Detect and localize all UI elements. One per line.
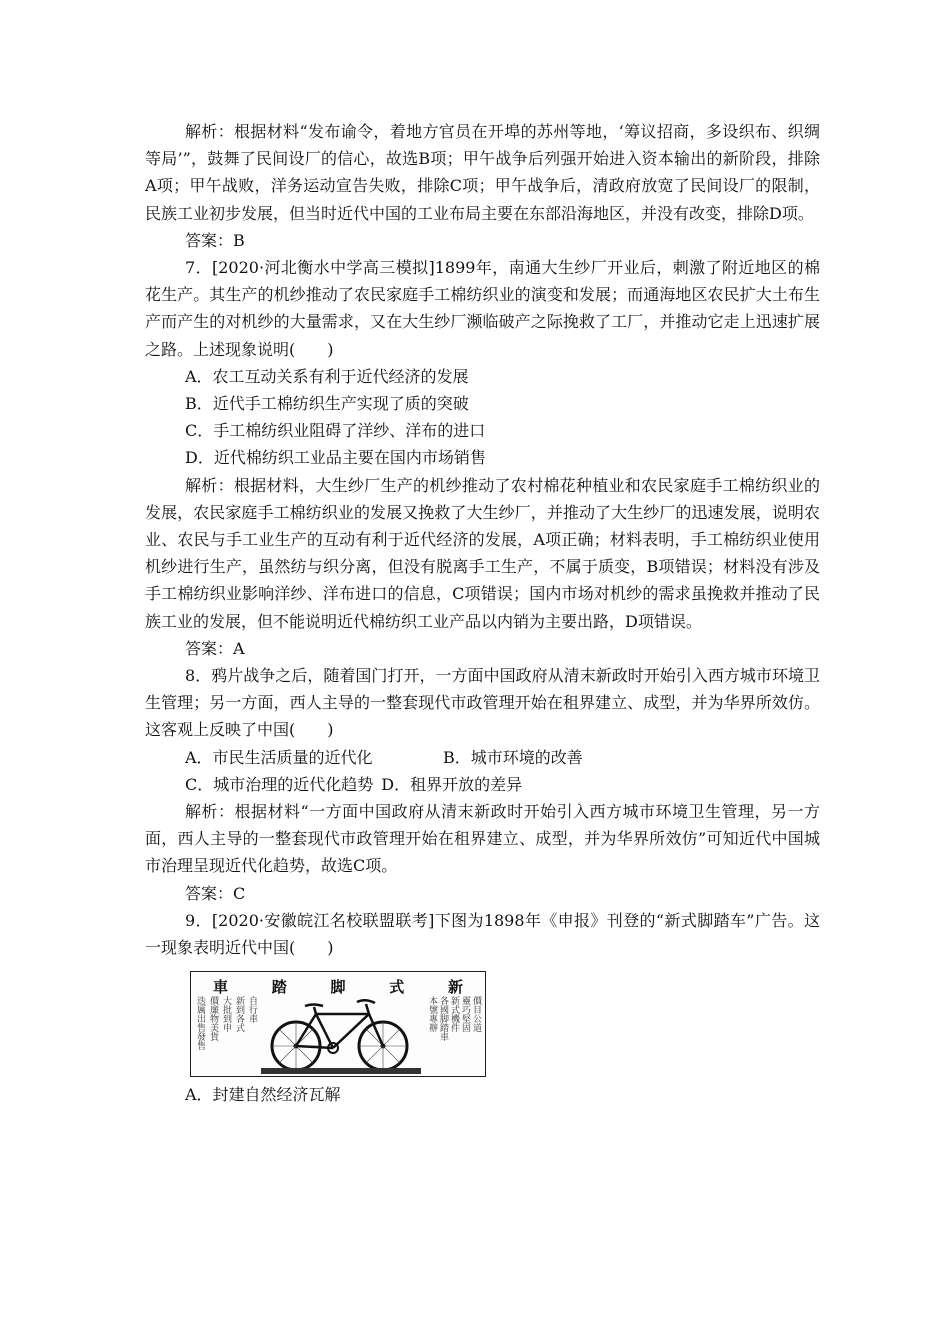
analysis-q6: 解析：根据材料“发布谕令，着地方官员在开埠的苏州等地，‘筹议招商，多设织布、织绸等局’”，鼓舞了民间设厂的信心，故选B项；甲午战争后列强开始进入资本输出的新阶段，排除A项；甲午战败，洋务运动宣告失败，排除C项；甲午战争后，清政府放宽了民间设厂的限制，民族工业初步发展，但当时近代中国的工业布局主要在东部沿海地区，并没有改变，排除D项。 [145, 122, 820, 223]
q8-option-c: C．城市治理的近代化趋势 [185, 774, 374, 794]
q7-option-b: B．近代手工棉纺织生产实现了质的突破 [185, 394, 469, 414]
advert-left-column: 大批到申 [221, 996, 231, 1033]
analysis-q8: 解析：根据材料“一方面中国政府从清末新政时开始引入西方城市环境卫生管理，另一方面，西人主导的一整套现代市政管理开始在租界建立、成型，并为华界所效仿”可知近代中国城市治理呈现近代化趋势，故选C项。 [145, 802, 820, 876]
question-9: 9．[2020·安徽皖江名校联盟联考]下图为1898年《申报》刊登的“新式脚踏车”广告。这一现象表明近代中国( ) [145, 910, 820, 958]
q9-option-a: A．封建自然经济瓦解 [185, 1085, 341, 1105]
q8-options-row-2 [145, 771, 820, 798]
answer-q6: 答案：B [185, 230, 245, 250]
q7-option-d: D．近代棉纺织工业品主要在国内市场销售 [185, 448, 486, 468]
q7-option-c: C．手工棉纺织业阻碍了洋纱、洋布的进口 [185, 421, 486, 441]
advert-title-char: 新 [447, 978, 463, 997]
analysis-q7: 解析：根据材料，大生纱厂生产的机纱推动了农村棉花种植业和农民家庭手工棉纺织业的发展，农民家庭手工棉纺织业的发展又挽救了大生纱厂，并推动了大生纱厂的迅速发展，说明农业、农民与手工业生产的互动有利于近代经济的发展，A项正确；材料表明，手工棉纺织业使用机纱进行生产，虽然纺与织分离，但没有脱离手工生产，不属于质变，B项错误；材料没有涉及手工棉纺织业影响洋纱、洋布进口的信息，C项错误；国内市场对机纱的需求虽挽救并推动了民族工业的发展，但不能说明近代棉纺织工业产品以内销为主要出路，D项错误。 [145, 475, 820, 631]
advert-title-char: 式 [389, 978, 405, 997]
advert-title-char: 脚 [330, 978, 346, 997]
bicycle-illustration [261, 994, 421, 1074]
advert-right-column: 靈巧堅固 [460, 996, 470, 1033]
q8-options-row-1 [145, 744, 820, 771]
advert-right-column: 新式機件 [449, 996, 459, 1033]
q8-option-b: B．城市环境的改善 [443, 747, 583, 767]
q7-option-a: A．农工互动关系有利于近代经济的发展 [185, 366, 469, 386]
advert-left-column: 新到各式 [234, 996, 244, 1033]
advert-title-char: 車 [213, 978, 229, 997]
answer-q7: 答案：A [185, 638, 245, 658]
advert-right-column: 價目公道 [471, 996, 481, 1033]
question-7: 7．[2020·河北衡水中学高三模拟]1899年，南通大生纱厂开业后，刺激了附近地区的棉花生产。其生产的机纱推动了农民家庭手工棉纺织业的演变和发展；而通海地区农民扩大土布生产而产生的对机纱的大量需求，又在大生纱厂濒临破产之际挽救了工厂，并推动它走上迅速扩展之路。上述现象说明( ) [145, 258, 820, 359]
advert-left-column: 迭厲出售發售 [195, 996, 205, 1051]
advert-title-char: 踏 [271, 978, 287, 997]
question-8: 8．鸦片战争之后，随着国门打开，一方面中国政府从清末新政时开始引入西方城市环境卫生管理；另一方面，西人主导的一整套现代市政管理开始在租界建立、成型，并为华界所效仿。这客观上反映了中国( ) [145, 666, 820, 740]
advert-left-column: 價廉物美貨 [208, 996, 218, 1042]
document-page [145, 118, 820, 1109]
advert-right-column: 各國脚踏車 [438, 996, 448, 1042]
advert-left-column: 自行車 [247, 996, 257, 1024]
q8-option-a: A．市民生活质量的近代化 [185, 747, 373, 767]
bicycle-advertisement-figure [190, 971, 486, 1077]
q8-option-d: D．租界开放的差异 [381, 774, 523, 794]
advert-right-column: 本號專辦 [427, 996, 437, 1033]
answer-q8: 答案：C [185, 883, 246, 903]
